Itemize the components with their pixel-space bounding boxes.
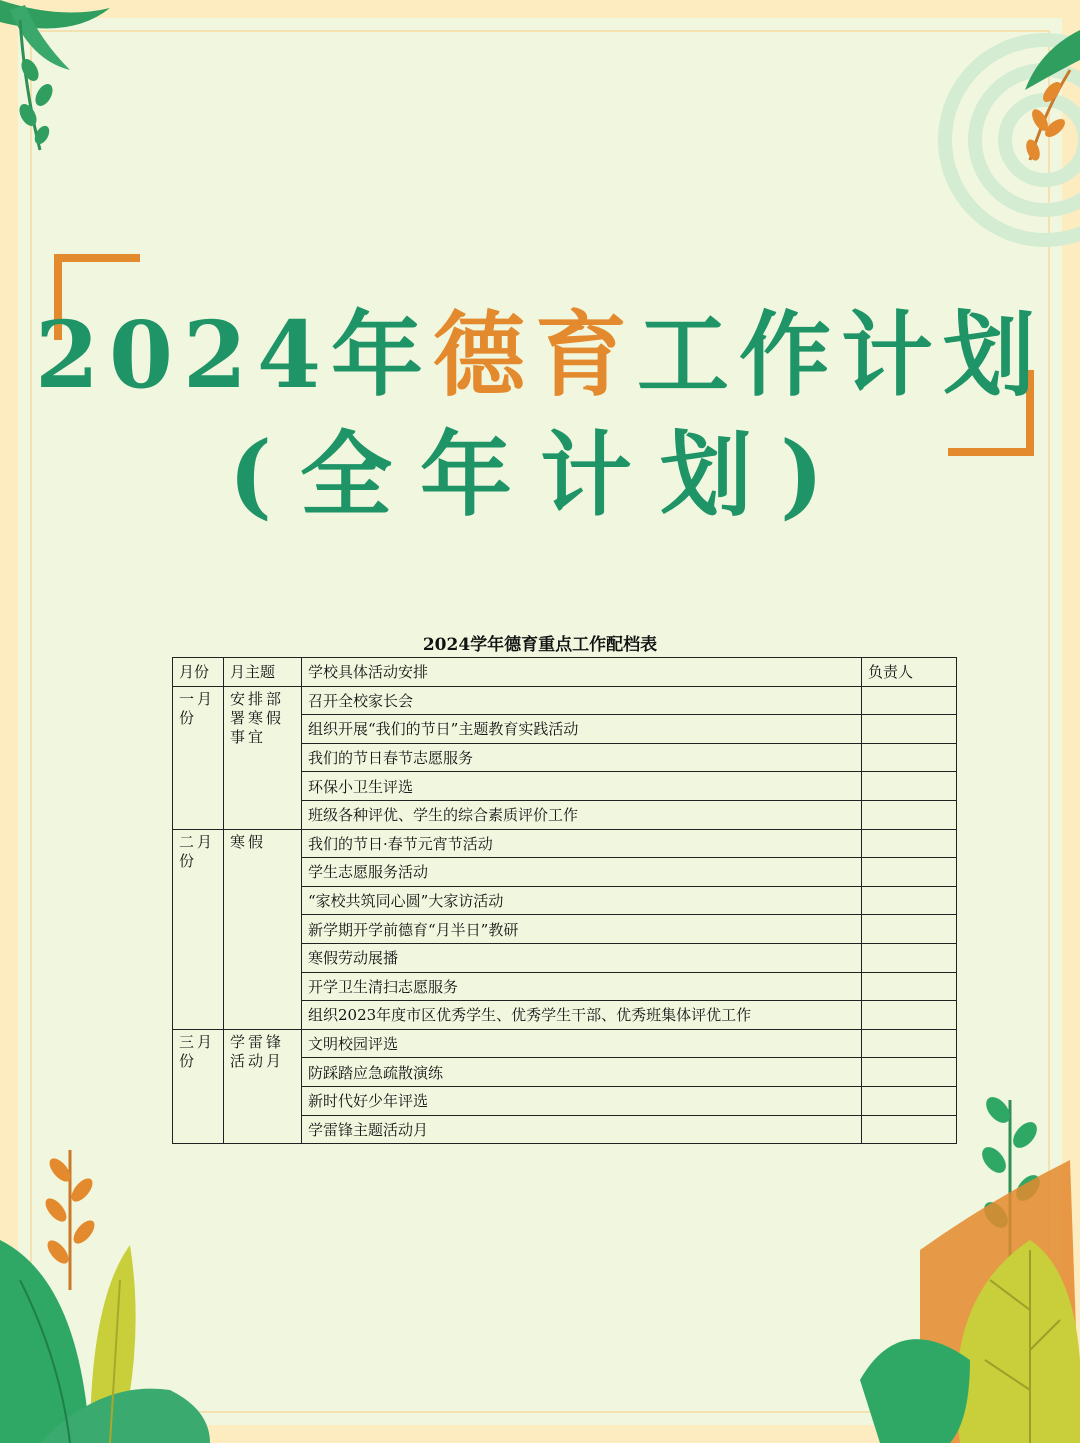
activity-cell: 我们的节日春节志愿服务 [302,743,862,772]
activity-cell: 召开全校家长会 [302,686,862,715]
table-header-row [173,658,957,687]
table-body [173,686,957,1144]
activity-cell: 开学卫生清扫志愿服务 [302,972,862,1001]
activity-cell: 组织2023年度市区优秀学生、优秀学生干部、优秀班集体评优工作 [302,1001,862,1030]
title-suffix: 工作计划 [637,301,1046,409]
owner-cell [862,972,957,1001]
owner-cell [862,829,957,858]
title-accent: 德育 [433,301,638,409]
header-activity: 学校具体活动安排 [302,658,862,687]
month-cell: 二月份 [173,829,224,1029]
activity-cell: 班级各种评优、学生的综合素质评价工作 [302,800,862,829]
plant-decoration-bottom-left [0,1140,230,1443]
activity-cell: 文明校园评选 [302,1029,862,1058]
activity-cell: “家校共筑同心圆”大家访活动 [302,886,862,915]
owner-cell [862,915,957,944]
owner-cell [862,943,957,972]
owner-cell [862,800,957,829]
circle-decoration-top-right [930,30,1080,260]
owner-cell [862,686,957,715]
month-cell: 三月份 [173,1029,224,1143]
activity-cell: 防踩踏应急疏散演练 [302,1058,862,1087]
owner-cell [862,1001,957,1030]
owner-cell [862,886,957,915]
header-owner: 负责人 [862,658,957,687]
activity-cell: 新时代好少年评选 [302,1086,862,1115]
page-title [0,282,1080,414]
table-row [173,1029,957,1058]
schedule-table [172,657,957,1144]
theme-cell: 寒假 [224,829,302,1029]
title-prefix: 2024年 [34,301,434,409]
page-subtitle: (全年计划) [228,421,852,529]
activity-cell: 寒假劳动展播 [302,943,862,972]
owner-cell [862,715,957,744]
table-row [173,829,957,858]
theme-cell: 学雷锋活动月 [224,1029,302,1143]
table-row [173,686,957,715]
owner-cell [862,858,957,887]
leaf-decoration-top-left [0,0,130,170]
header-theme: 月主题 [224,658,302,687]
header-month: 月份 [173,658,224,687]
theme-cell: 安排部署寒假事宜 [224,686,302,829]
plant-decoration-bottom-right [860,1080,1080,1443]
activity-cell: 学生志愿服务活动 [302,858,862,887]
activity-cell: 新学期开学前德育“月半日”教研 [302,915,862,944]
owner-cell [862,772,957,801]
activity-cell: 组织开展“我们的节日”主题教育实践活动 [302,715,862,744]
document-heading: 2024学年德育重点工作配档表 [422,635,658,655]
activity-cell: 环保小卫生评选 [302,772,862,801]
owner-cell [862,743,957,772]
month-cell: 一月份 [173,686,224,829]
activity-cell: 学雷锋主题活动月 [302,1115,862,1144]
owner-cell [862,1029,957,1058]
activity-cell: 我们的节日·春节元宵节活动 [302,829,862,858]
